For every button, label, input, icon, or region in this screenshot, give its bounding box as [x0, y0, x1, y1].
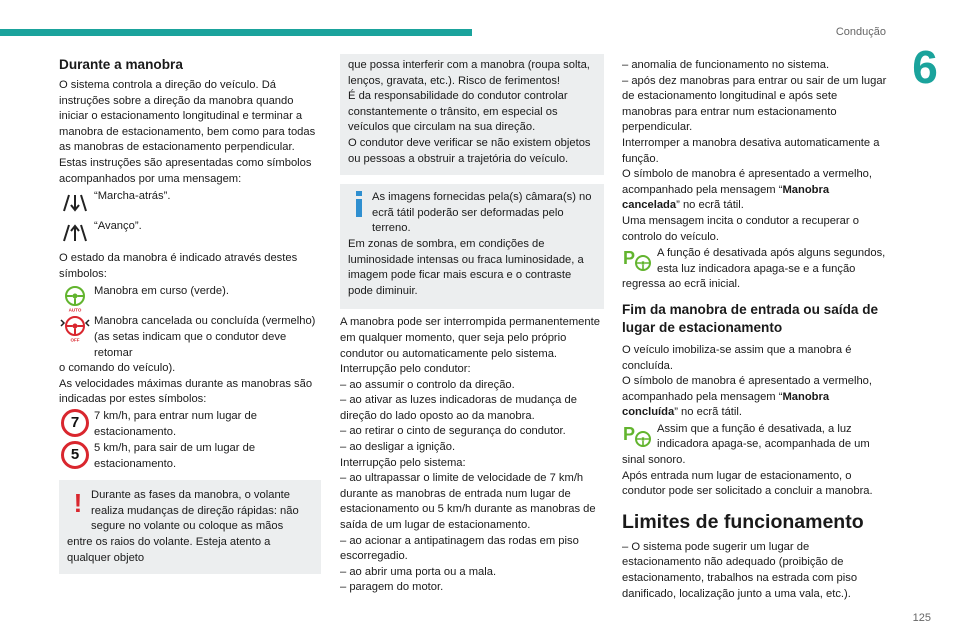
warning-box: [59, 480, 321, 574]
paragraph: O veículo imobiliza-se assim que a manobra é concluída.: [622, 343, 852, 372]
warning-text: Durante as fases da manobra, o volante realiza mudanças de direção rápidas: não segure no volante ou coloque as mãos entre os raios do volante. Esteja atento a qualquer objeto: [67, 489, 299, 564]
paragraph: O sistema controla a direção do veículo. Dá instruções sobre a direção da manobra quando iniciar o estacionamento longitudinal e terminar a manobra de estacionamento, bem como para todas as manobras de estacionamento perpendicular.: [59, 79, 316, 154]
instruction-rear-row: [59, 189, 321, 217]
warning-text: que possa interferir com a manobra (roupa solta, lenços, gravata, etc.). Risco de ferimentos!: [348, 59, 590, 87]
list-item: – ao abrir uma porta ou a mala.: [340, 565, 497, 578]
warning-exclamation-icon: !: [73, 488, 83, 519]
warning-box-continued: [340, 54, 604, 175]
paragraph: O símbolo de manobra é apresentado a vermelho, acompanhado pela mensagem “Manobra concluída” no ecrã tátil.: [622, 375, 872, 419]
paragraph: A manobra pode ser interrompida permanentemente em qualquer momento, quer seja pelo próprio condutor ou automaticamente pelo sistema.: [340, 316, 600, 360]
list-item: – ao retirar o cinto de segurança do condutor.: [340, 425, 566, 438]
speed-limit-5-icon: 5: [59, 441, 91, 469]
steering-wheel-off-icon: [59, 314, 91, 342]
paragraph: regressa ao ecrã inicial.: [622, 278, 741, 291]
paragraph: Uma mensagem incita o condutor a recuperar o controlo do veículo.: [622, 214, 859, 243]
heading-fim-manobra: Fim da manobra de entrada ou saída de lugar de estacionamento: [622, 301, 879, 335]
list-item: – ao acionar a antipatinagem das rodas em piso escorregadio.: [340, 534, 579, 563]
steering-wheel-auto-icon: [59, 284, 91, 312]
section-title: Condução: [835, 26, 886, 38]
park-assist-indicator-icon: [622, 422, 654, 450]
column-2: [340, 54, 604, 596]
warning-text: É da responsabilidade do condutor controlar constantemente o trânsito, em especial os veículos que circulam na sua direção.: [348, 90, 568, 134]
state-red-label: Manobra cancelada ou concluída (vermelho) (as setas indicam que o condutor deve retomar: [94, 315, 316, 359]
speed-7-label: 7 km/h, para entrar num lugar de estacionamento.: [94, 409, 257, 438]
page-number: 125: [912, 612, 931, 624]
instruction-forward-label: “Avanço”.: [94, 220, 142, 233]
reverse-arrow-icon: [59, 189, 91, 217]
instruction-forward-row: [59, 219, 321, 247]
header-accent-bar: [0, 29, 472, 36]
list-item: – ao ultrapassar o limite de velocidade de 7 km/h durante as manobras de entrada num lugar de estacionamento ou 5 km/h durante as manobras de saída de um lugar de estacionamento.: [340, 472, 596, 532]
info-icon: [348, 190, 370, 222]
speed-5-label: 5 km/h, para sair de um lugar de estacionamento.: [94, 442, 256, 470]
state-red-row: [59, 314, 321, 361]
driver-interrupt-title: Interrupção pelo condutor:: [340, 363, 471, 376]
paragraph: O símbolo de manobra é apresentado a vermelho, acompanhado pela mensagem “Manobra cancelada” no ecrã tátil.: [622, 168, 872, 212]
speed-5-row: [59, 441, 321, 472]
message-completed: Manobra concluída: [622, 390, 830, 419]
paragraph: sinal sonoro.: [622, 454, 686, 467]
paragraph: Estas instruções são apresentadas como símbolos acompanhados por uma mensagem:: [59, 156, 312, 185]
auto-label: AUTO: [68, 307, 82, 313]
message-cancelled: Manobra cancelada: [622, 183, 830, 212]
list-item: – ao desligar a ignição.: [340, 441, 456, 454]
deactivate-row: [622, 246, 887, 277]
chapter-number: 6: [912, 41, 938, 93]
svg-text:P: P: [623, 423, 636, 444]
instruction-rear-label: “Marcha-atrás”.: [94, 190, 171, 203]
system-interrupt-title: Interrupção pelo sistema:: [340, 456, 466, 469]
state-green-row: [59, 284, 321, 312]
state-green-label: Manobra em curso (verde).: [94, 285, 229, 298]
off-label: OFF: [70, 337, 80, 343]
heading-limites: Limites de funcionamento: [622, 510, 864, 533]
list-item: – anomalia de funcionamento no sistema.: [622, 59, 830, 71]
completed-text: Assim que a função é desativada, a luz indicadora apaga-se, acompanhada de um: [657, 422, 870, 451]
list-item: – ao assumir o controlo da direção.: [340, 378, 515, 391]
paragraph: O estado da manobra é indicado através destes símbolos:: [59, 252, 298, 280]
list-item: – paragem do motor.: [340, 581, 444, 594]
deactivate-text: A função é desativada após alguns segundos, esta luz indicadora apaga-se e a função: [657, 247, 886, 275]
column-3: [622, 58, 887, 602]
completed-row: [622, 422, 887, 453]
info-text: Em zonas de sombra, em condições de luminosidade intensas ou fraca luminosidade, a imagem pode ficar mais escura e o contraste pode diminuir.: [348, 237, 584, 297]
paragraph: As velocidades máximas durante as manobras são indicadas por estes símbolos:: [59, 377, 313, 406]
list-item: – ao ativar as luzes indicadoras de mudança de direção do lado oposto ao da manobra.: [340, 394, 577, 422]
heading-durante-manobra: Durante a manobra: [59, 57, 183, 72]
column-1: [59, 56, 321, 574]
info-text: As imagens fornecidas pela(s) câmara(s) no ecrã tátil poderão ser deformadas pelo terreno.: [372, 191, 592, 235]
list-item: – após dez manobras para entrar ou sair de um lugar de estacionamento longitudinal e após sete manobras para entrar num estacionamento perpendicular.: [622, 74, 887, 134]
info-box: [340, 184, 604, 309]
speed-7-row: [59, 409, 321, 440]
paragraph: o comando do veículo).: [59, 362, 176, 375]
park-assist-indicator-icon: [622, 246, 654, 274]
paragraph: Após entrada num lugar de estacionamento, o condutor pode ser solicitado a concluir a manobra.: [622, 469, 873, 498]
svg-text:P: P: [623, 248, 636, 269]
forward-arrow-icon: [59, 219, 91, 247]
speed-limit-7-icon: 7: [59, 409, 91, 437]
list-item: – O sistema pode sugerir um lugar de estacionamento não adequado (proibição de estacionamento, trabalhos na estrada com piso danificado, localização junto a uma vala, etc.).: [622, 540, 858, 600]
warning-text: O condutor deve verificar se não existem objetos ou pessoas a obstruir a trajetória do veículo.: [348, 136, 591, 165]
paragraph: Interromper a manobra desativa automaticamente a função.: [622, 136, 880, 165]
